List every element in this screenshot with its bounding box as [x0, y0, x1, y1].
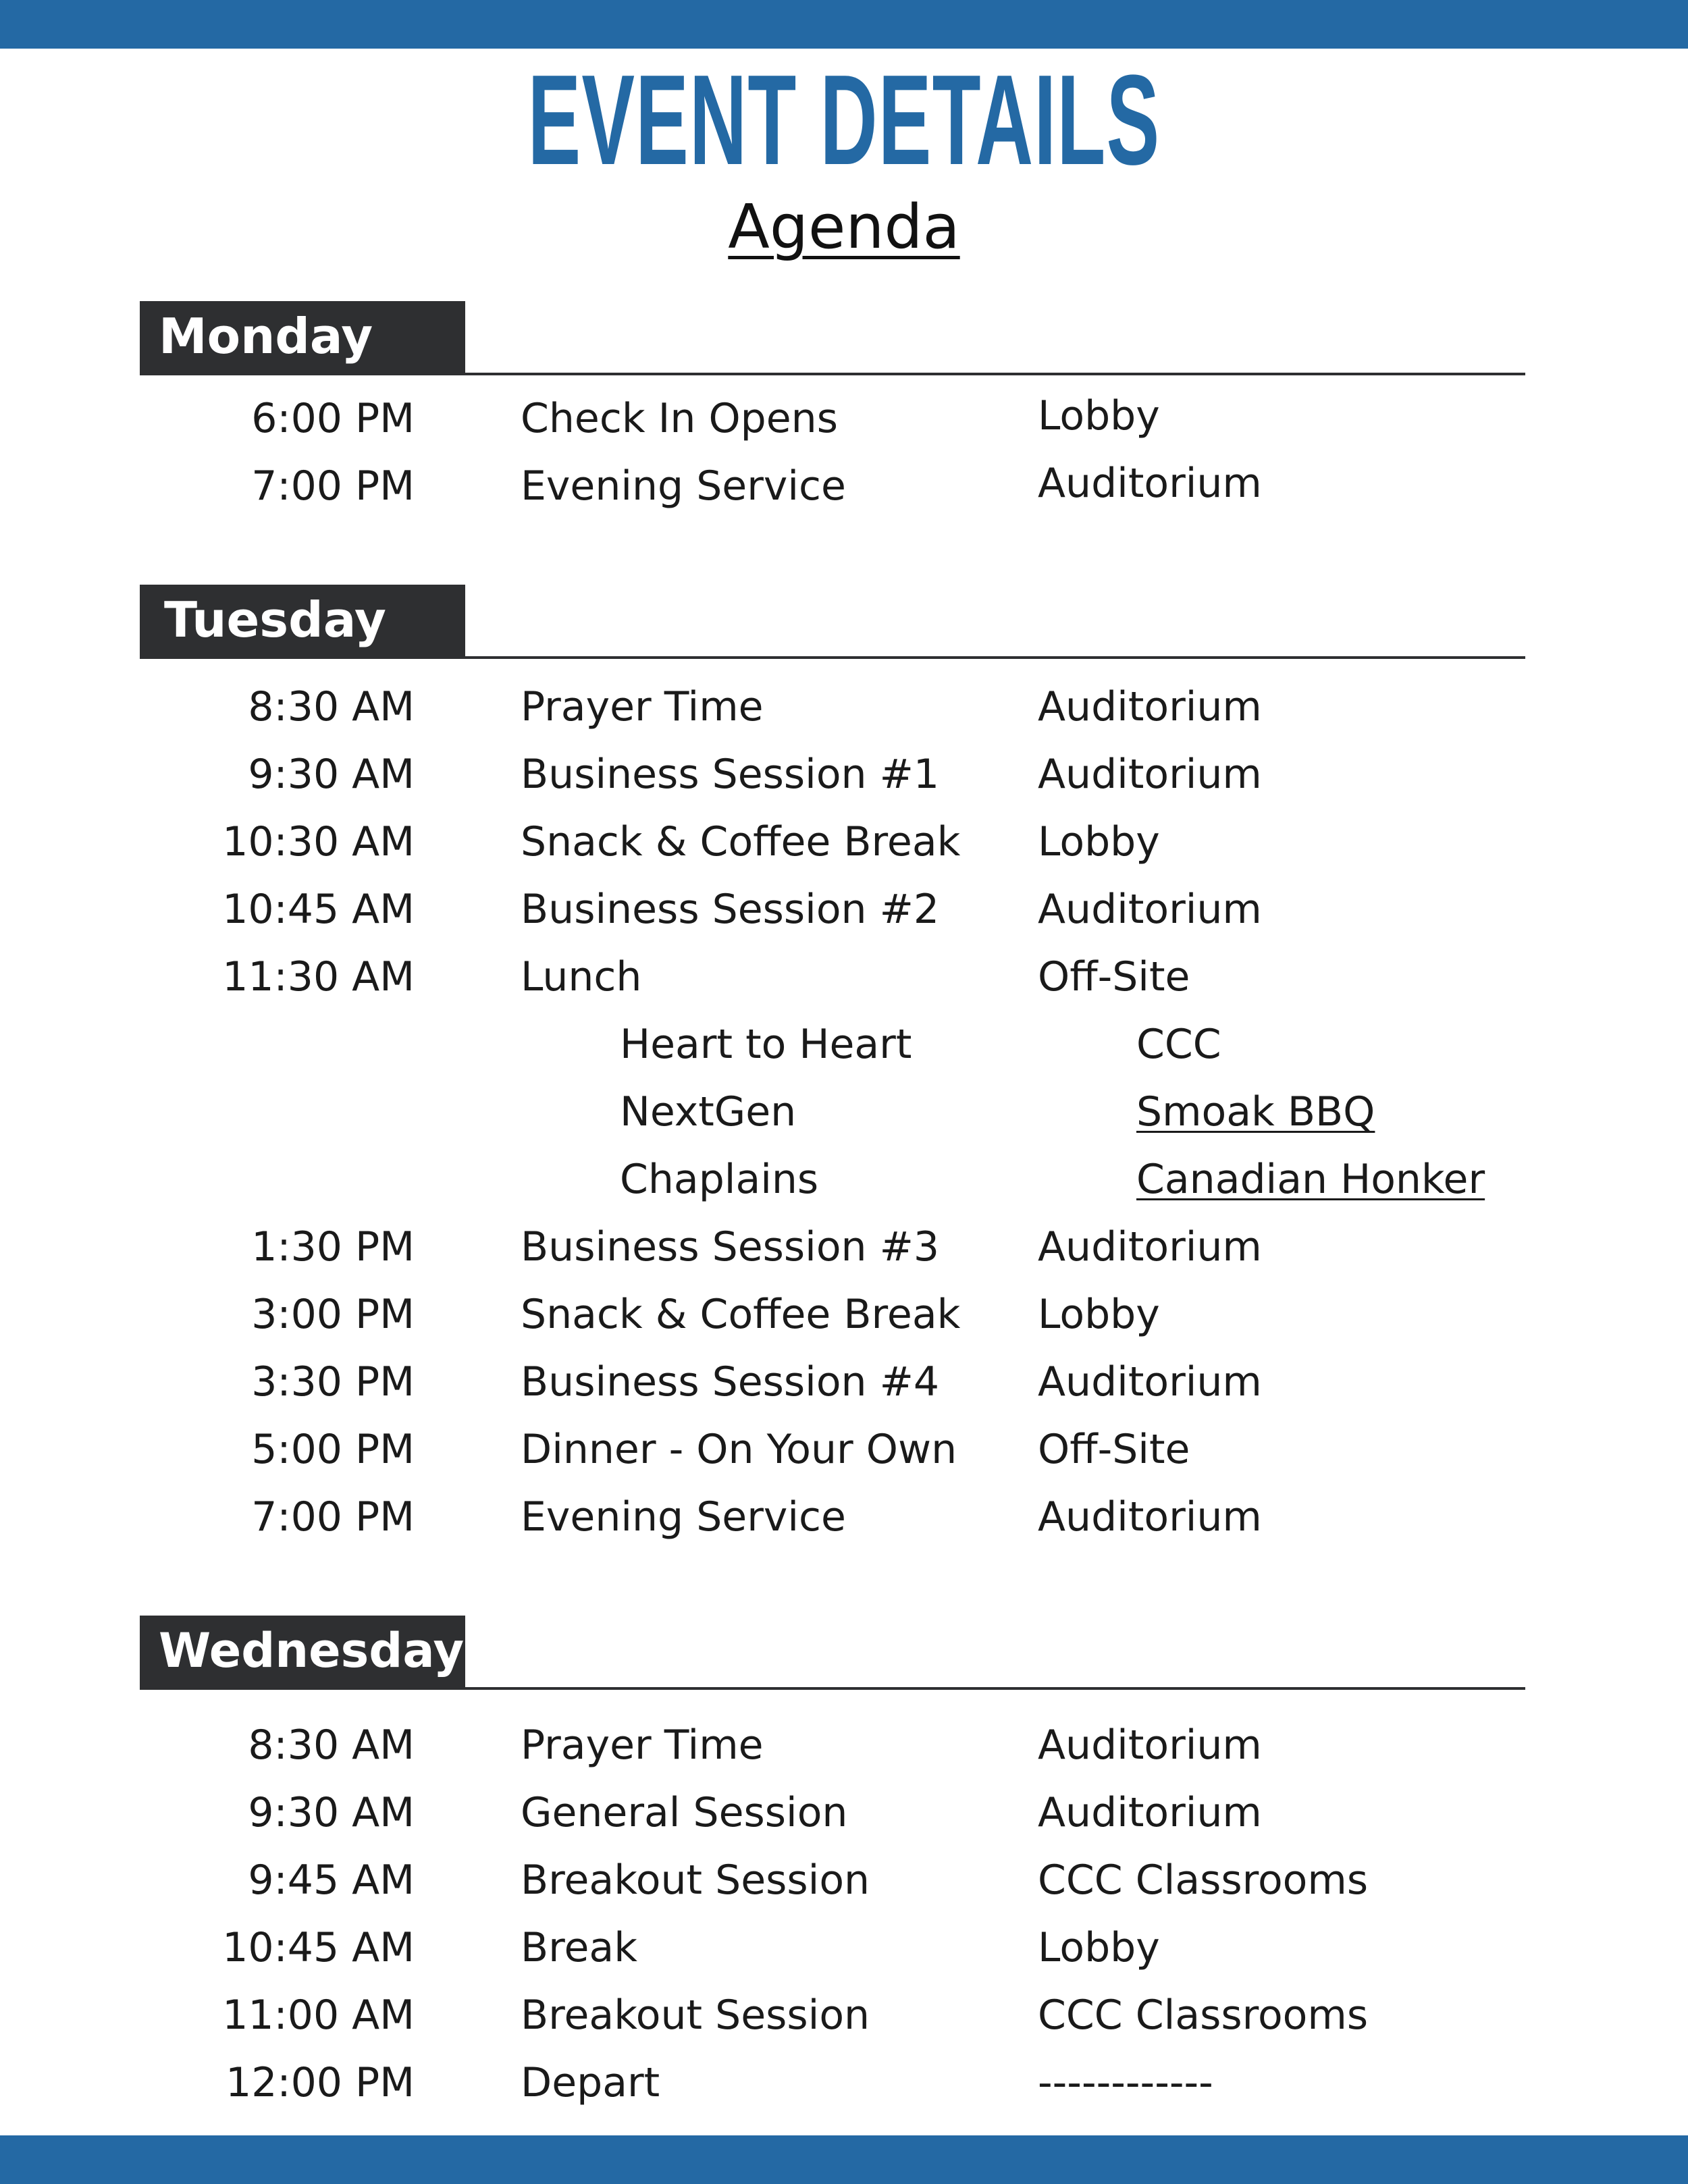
- agenda-event: Business Session #3: [521, 1223, 940, 1271]
- agenda-event: Business Session #1: [521, 751, 940, 798]
- agenda-location: Auditorium: [1038, 1223, 1262, 1271]
- agenda-time: 8:30 AM: [248, 1722, 415, 1769]
- agenda-event: Lunch: [521, 953, 642, 1001]
- agenda-time: 3:00 PM: [251, 1291, 415, 1338]
- agenda-event: Depart: [521, 2059, 660, 2106]
- agenda-row: [0, 452, 1688, 520]
- agenda-location: Auditorium: [1038, 751, 1262, 798]
- day-label: Monday: [140, 301, 465, 375]
- agenda-event: Prayer Time: [521, 683, 764, 730]
- agenda-row: [0, 385, 1688, 452]
- agenda-time: 5:00 PM: [251, 1426, 415, 1473]
- agenda-time: 9:45 AM: [248, 1857, 415, 1904]
- agenda-time: 7:00 PM: [251, 462, 415, 510]
- agenda-location: Lobby: [1038, 1291, 1160, 1338]
- page-subtitle: Agenda: [728, 192, 960, 263]
- agenda-row: [0, 808, 1688, 876]
- agenda-time: 10:30 AM: [222, 818, 415, 865]
- page-title: EVENT DETAILS: [527, 49, 1161, 192]
- agenda-location: Off-Site: [1038, 953, 1190, 1001]
- agenda-time: 11:30 AM: [222, 953, 415, 1001]
- agenda-row: [0, 1348, 1688, 1416]
- agenda-event: Heart to Heart: [620, 1021, 912, 1068]
- agenda-event: General Session: [521, 1789, 848, 1836]
- agenda-event: Snack & Coffee Break: [521, 818, 961, 865]
- agenda-time: 10:45 AM: [222, 886, 415, 933]
- agenda-row: [0, 943, 1688, 1011]
- day-header-wednesday: [140, 1616, 1525, 1690]
- bottom-accent-band: [0, 2135, 1688, 2184]
- agenda-row: [0, 876, 1688, 943]
- top-accent-band: [0, 0, 1688, 49]
- agenda-time: 9:30 AM: [248, 751, 415, 798]
- day-label: Wednesday: [140, 1616, 465, 1690]
- location-link-smoak-bbq[interactable]: Smoak BBQ: [1136, 1088, 1375, 1136]
- agenda-location: Off-Site: [1038, 1426, 1190, 1473]
- agenda-row: [0, 1416, 1688, 1483]
- agenda-subrow: [0, 1078, 1688, 1146]
- agenda-event: Evening Service: [521, 1493, 846, 1541]
- agenda-row: [0, 2049, 1688, 2116]
- agenda-row: [0, 741, 1688, 808]
- agenda-location: Auditorium: [1038, 1493, 1262, 1541]
- agenda-row: [0, 673, 1688, 741]
- agenda-event: Evening Service: [521, 462, 846, 510]
- agenda-row: [0, 1281, 1688, 1348]
- agenda-time: 1:30 PM: [251, 1223, 415, 1271]
- agenda-time: 10:45 AM: [222, 1924, 415, 1971]
- agenda-time: 7:00 PM: [251, 1493, 415, 1541]
- agenda-event: Business Session #2: [521, 886, 940, 933]
- agenda-event: Chaplains: [620, 1156, 819, 1203]
- agenda-time: 3:30 PM: [251, 1358, 415, 1406]
- agenda-time: 11:00 AM: [222, 1992, 415, 2039]
- agenda-row: [0, 1711, 1688, 1779]
- agenda-event: Check In Opens: [521, 395, 838, 442]
- agenda-event: NextGen: [620, 1088, 797, 1136]
- agenda-location: Lobby: [1038, 392, 1160, 440]
- agenda-location: Auditorium: [1038, 1722, 1262, 1769]
- agenda-subrow: [0, 1011, 1688, 1078]
- agenda-time: 6:00 PM: [251, 395, 415, 442]
- agenda-event: Dinner - On Your Own: [521, 1426, 957, 1473]
- agenda-location: Auditorium: [1038, 460, 1262, 507]
- agenda-location: ------------: [1038, 2059, 1213, 2106]
- agenda-event: Snack & Coffee Break: [521, 1291, 961, 1338]
- agenda-subrow: [0, 1146, 1688, 1213]
- location-link-canadian-honker[interactable]: Canadian Honker: [1136, 1156, 1485, 1203]
- agenda-event: Business Session #4: [521, 1358, 940, 1406]
- agenda-location: CCC: [1136, 1021, 1221, 1068]
- agenda-event: Breakout Session: [521, 1857, 870, 1904]
- agenda-event: Breakout Session: [521, 1992, 870, 2039]
- day-divider: [465, 1687, 1525, 1690]
- agenda-location: Lobby: [1038, 818, 1160, 865]
- agenda-time: 9:30 AM: [248, 1789, 415, 1836]
- day-divider: [465, 656, 1525, 659]
- agenda-row: [0, 1483, 1688, 1551]
- agenda-location: Auditorium: [1038, 886, 1262, 933]
- agenda-event: Prayer Time: [521, 1722, 764, 1769]
- day-header-tuesday: [140, 585, 1525, 659]
- agenda-location: Auditorium: [1038, 1789, 1262, 1836]
- agenda-row: [0, 1846, 1688, 1914]
- agenda-time: 12:00 PM: [226, 2059, 415, 2106]
- agenda-time: 8:30 AM: [248, 683, 415, 730]
- day-label: Tuesday: [140, 585, 465, 659]
- agenda-location: CCC Classrooms: [1038, 1992, 1369, 2039]
- agenda-row: [0, 1213, 1688, 1281]
- agenda-row: [0, 1779, 1688, 1846]
- agenda-row: [0, 1981, 1688, 2049]
- agenda-event: Break: [521, 1924, 637, 1971]
- agenda-location: Lobby: [1038, 1924, 1160, 1971]
- day-header-monday: [140, 301, 1525, 375]
- agenda-location: Auditorium: [1038, 1358, 1262, 1406]
- agenda-location: Auditorium: [1038, 683, 1262, 730]
- agenda-row: [0, 1914, 1688, 1981]
- agenda-location: CCC Classrooms: [1038, 1857, 1369, 1904]
- day-divider: [465, 373, 1525, 375]
